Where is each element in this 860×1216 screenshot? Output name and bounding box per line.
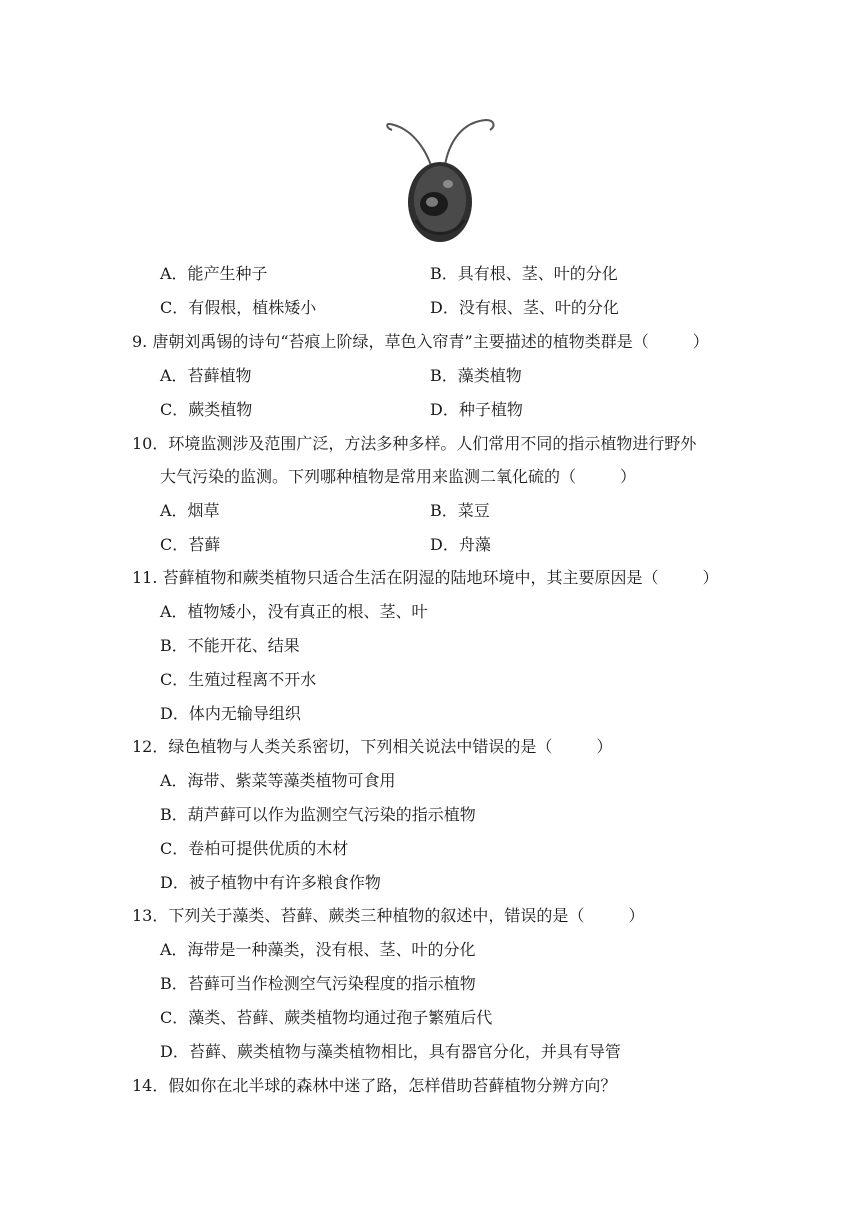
q10-stem-line-1: 10．环境监测涉及范围广泛，方法多种多样。人们常用不同的指示植物进行野外: [132, 434, 697, 453]
q9-option-a: A．苔藓植物: [160, 366, 252, 385]
q11-option-d: D．体内无输导组织: [160, 704, 301, 723]
q11-stem: 11. 苔藓植物和蕨类植物只适合生活在阴湿的陆地环境中，其主要原因是（ ）: [132, 568, 719, 587]
q11-option-c: C．生殖过程离不开水: [160, 670, 317, 689]
q10-option-b: B．菜豆: [430, 501, 490, 520]
q10-option-d: D．舟藻: [430, 535, 491, 554]
q9-option-c: C．蕨类植物: [160, 400, 253, 419]
q12-option-a: A．海带、紫菜等藻类植物可食用: [160, 771, 396, 790]
q12-stem: 12．绿色植物与人类关系密切，下列相关说法中错误的是（ ）: [132, 737, 613, 756]
q9-option-d: D．种子植物: [430, 400, 523, 419]
q12-option-c: C．卷柏可提供优质的木材: [160, 839, 349, 858]
q8-option-c: C．有假根，植株矮小: [160, 298, 317, 317]
q8-option-d: D．没有根、茎、叶的分化: [430, 298, 619, 317]
q10-option-a: A．烟草: [160, 501, 220, 520]
q8-option-a: A．能产生种子: [160, 264, 268, 283]
q10-option-c: C．苔藓: [160, 535, 221, 554]
q12-option-b: B．葫芦藓可以作为监测空气污染的指示植物: [160, 805, 476, 824]
q13-option-a: A．海带是一种藻类，没有根、茎、叶的分化: [160, 940, 476, 959]
q13-option-b: B．苔藓可当作检测空气污染程度的指示植物: [160, 974, 476, 993]
q13-option-c: C．藻类、苔藓、蕨类植物均通过孢子繁殖后代: [160, 1008, 493, 1027]
q9-option-b: B．藻类植物: [430, 366, 522, 385]
q11-option-a: A．植物矮小，没有真正的根、茎、叶: [160, 602, 428, 621]
q12-option-d: D．被子植物中有许多粮食作物: [160, 873, 381, 892]
q8-option-b: B．具有根、茎、叶的分化: [430, 264, 618, 283]
cell-body: [408, 162, 472, 242]
q13-stem: 13．下列关于藻类、苔藓、蕨类三种植物的叙述中，错误的是（ ）: [132, 906, 645, 925]
q11-option-b: B．不能开花、结果: [160, 636, 300, 655]
q9-stem: 9. 唐朝刘禹锡的诗句“苔痕上阶绿，草色入帘青”主要描述的植物类群是（ ）: [132, 332, 709, 351]
q13-option-d: D．苔藓、蕨类植物与藻类植物相比，具有器官分化，并具有导管: [160, 1042, 621, 1061]
q14-stem: 14．假如你在北半球的森林中迷了路，怎样借助苔藓植物分辨方向？: [132, 1076, 617, 1095]
q10-stem-line-2: 大气污染的监测。下列哪种植物是常用来监测二氧化硫的（ ）: [160, 467, 637, 486]
alga-cell-illustration: [382, 110, 508, 246]
